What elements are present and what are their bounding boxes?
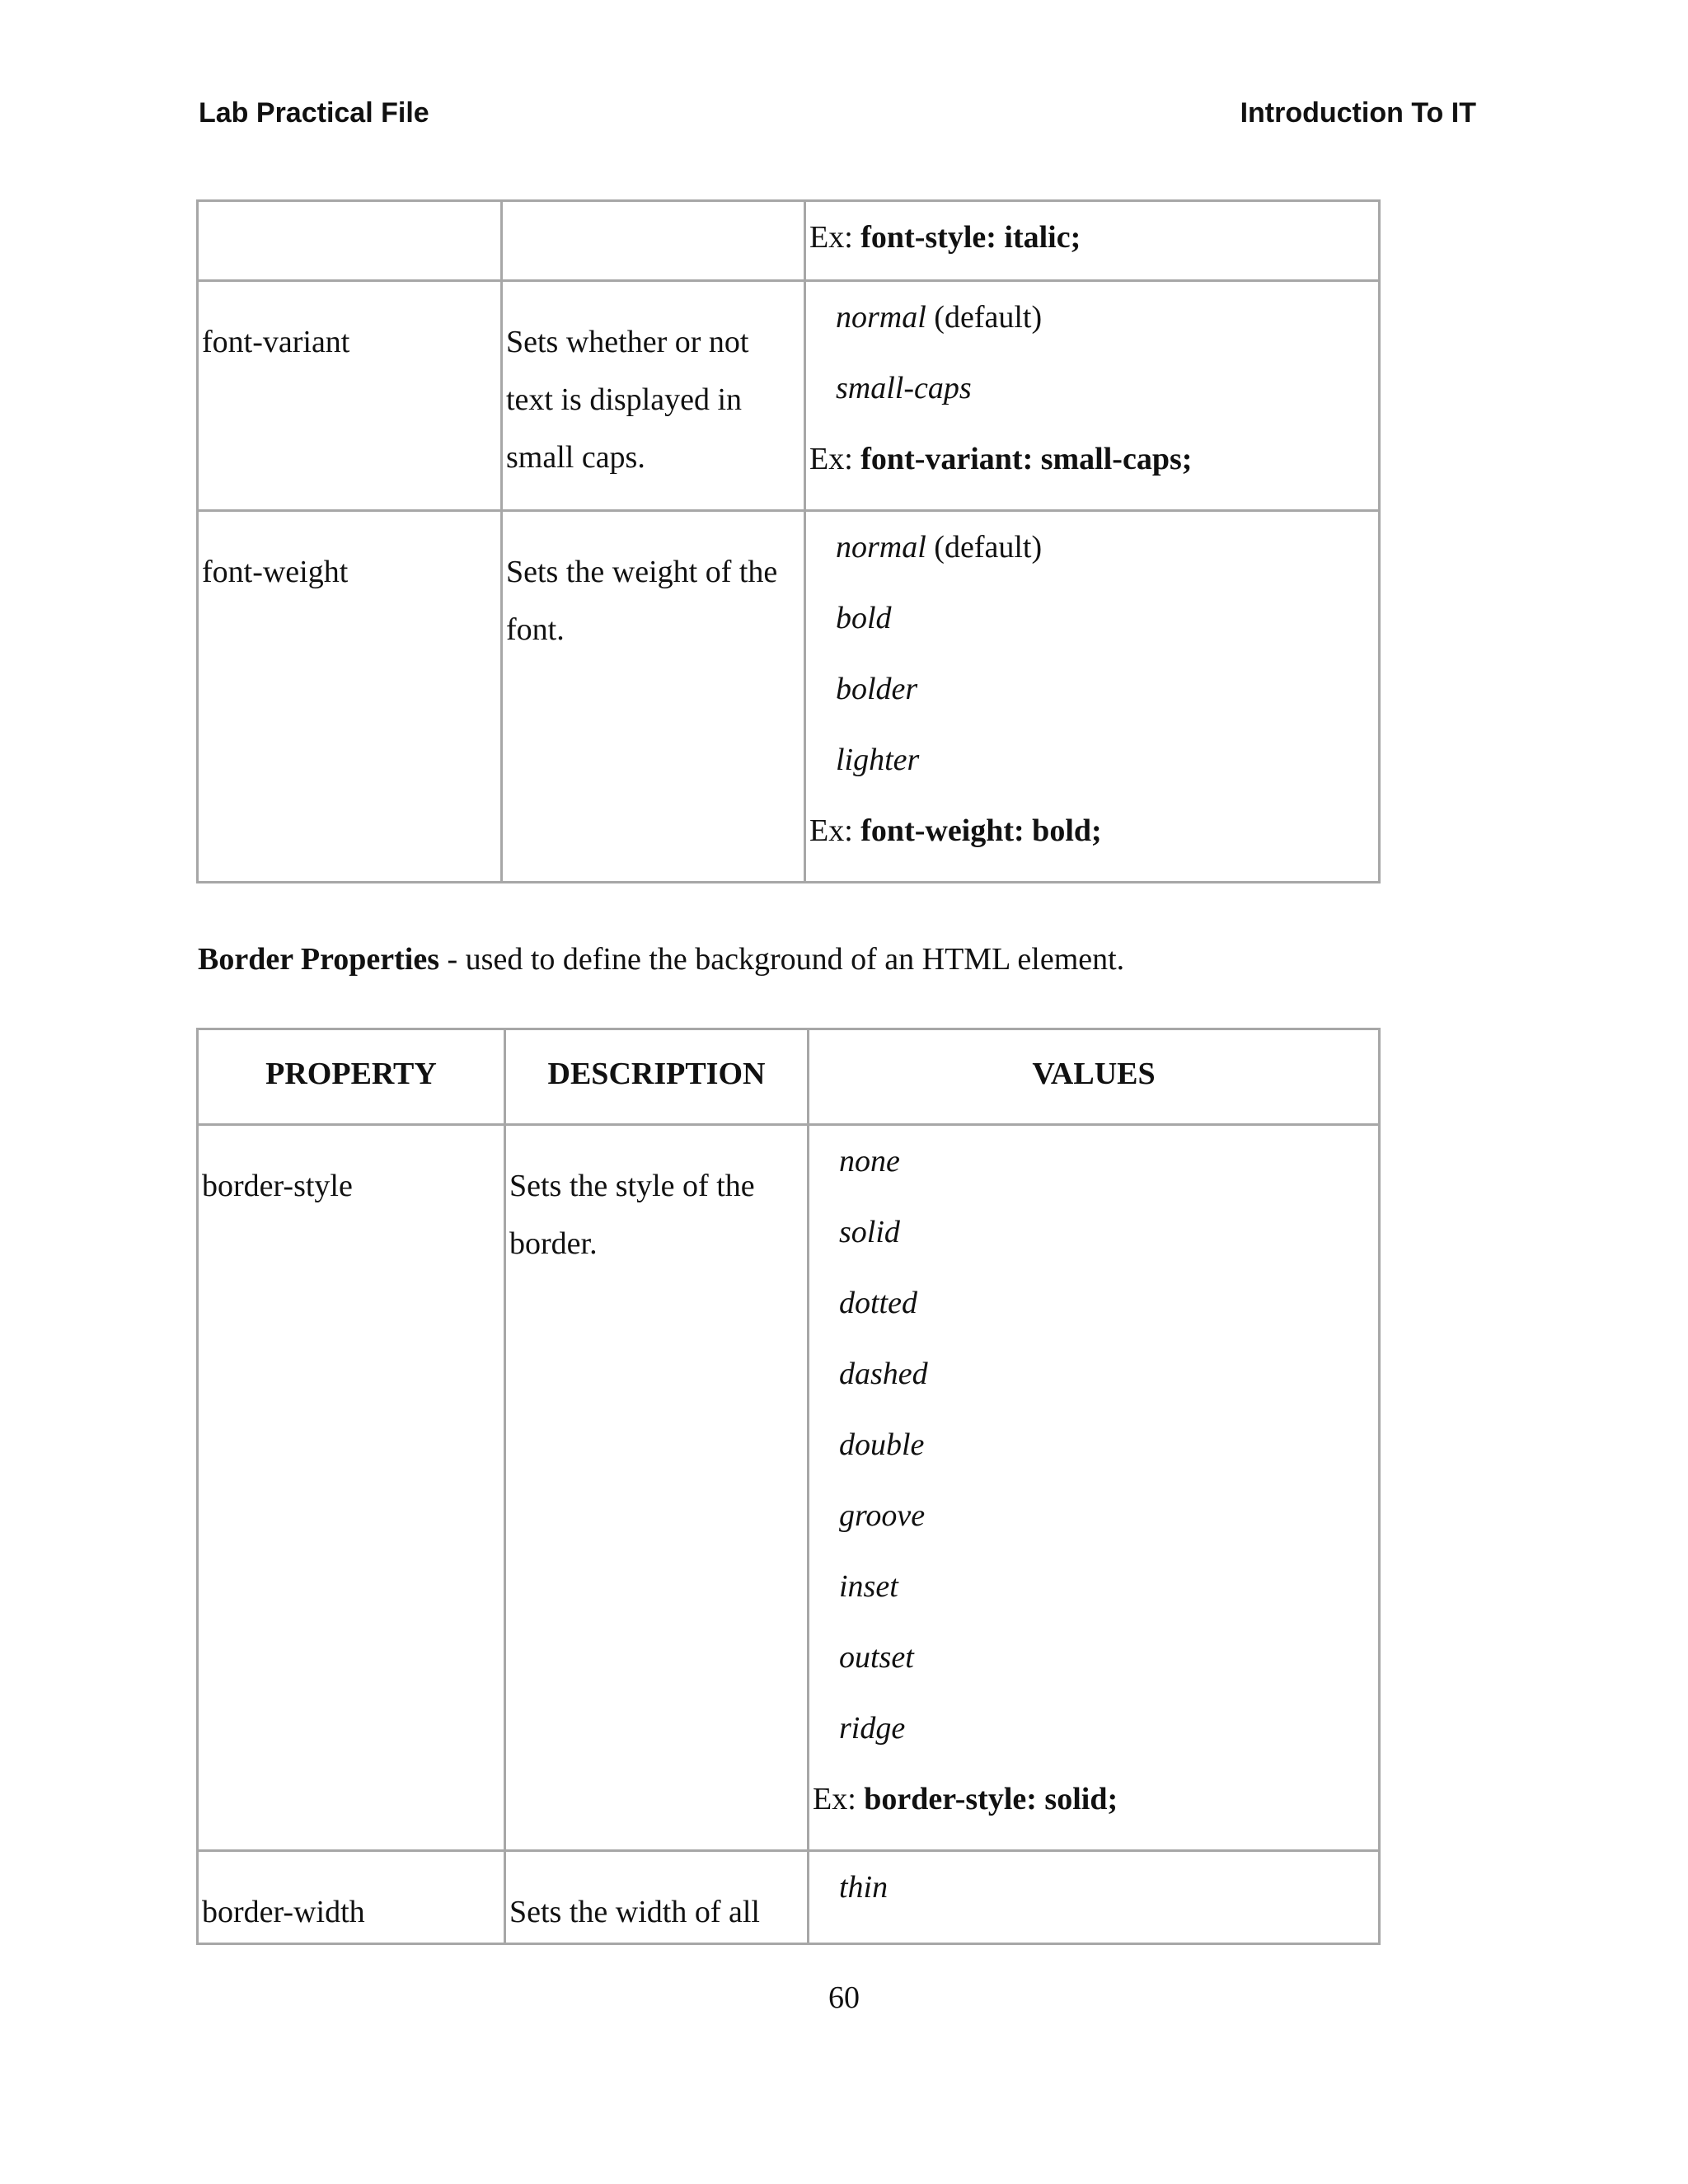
example-code: font-variant: small-caps;	[860, 442, 1193, 476]
table-row	[198, 1851, 1380, 1944]
value-item: outset	[839, 1640, 914, 1675]
property-description: Sets the weight of the font.	[506, 555, 778, 647]
property-description: Sets the style of the border.	[509, 1169, 755, 1261]
example-line: Ex: font-variant: small-caps;	[809, 442, 1193, 476]
property-cell	[198, 511, 502, 883]
values-cell	[805, 511, 1380, 883]
value-item: normal (default)	[836, 300, 1043, 335]
value-item: none	[839, 1144, 900, 1179]
value-item: inset	[839, 1569, 898, 1604]
values-cell	[805, 281, 1380, 511]
property-name: font-variant	[202, 325, 350, 359]
values-cell	[809, 1125, 1380, 1851]
value-item: ridge	[839, 1711, 906, 1746]
header-right: Introduction To IT	[1240, 97, 1476, 129]
value-item: groove	[839, 1498, 926, 1533]
property-description: Sets whether or not text is displayed in small caps.	[506, 325, 749, 475]
description-cell	[502, 281, 805, 511]
description-cell	[502, 201, 805, 281]
section-title: Border Properties	[198, 942, 440, 977]
property-cell	[198, 201, 502, 281]
header-left: Lab Practical File	[199, 97, 429, 129]
property-description: Sets the width of all	[509, 1895, 760, 1929]
example-line: Ex: font-weight: bold;	[809, 813, 1102, 848]
value-item: thin	[839, 1870, 889, 1905]
description-cell	[502, 511, 805, 883]
example-code: border-style: solid;	[864, 1782, 1118, 1816]
section-text: - used to define the background of an HTML element.	[439, 942, 1125, 977]
property-name: border-width	[202, 1895, 365, 1929]
property-cell	[198, 1851, 505, 1944]
value-item: lighter	[836, 743, 920, 777]
column-header-description: DESCRIPTION	[505, 1029, 809, 1125]
description-cell	[505, 1851, 809, 1944]
property-cell	[198, 281, 502, 511]
table-row	[198, 511, 1380, 883]
property-cell	[198, 1125, 505, 1851]
value-item: normal (default)	[836, 530, 1043, 565]
example-line: Ex: font-style: italic;	[809, 220, 1081, 255]
example-code: font-style: italic;	[860, 220, 1081, 255]
font-properties-table	[196, 199, 1381, 883]
value-item: double	[839, 1427, 925, 1462]
border-properties-table	[196, 1028, 1381, 1945]
page-number: 60	[828, 1980, 860, 2015]
value-item: small-caps	[836, 371, 972, 405]
table-row	[198, 201, 1380, 281]
example-line: Ex: border-style: solid;	[813, 1782, 1118, 1816]
value-item: bold	[836, 601, 892, 635]
values-cell	[809, 1851, 1380, 1944]
table-row	[198, 281, 1380, 511]
value-item: solid	[839, 1215, 900, 1249]
property-name: border-style	[202, 1169, 353, 1203]
table-row	[198, 1125, 1380, 1851]
value-item: bolder	[836, 672, 918, 706]
value-item: dotted	[839, 1286, 917, 1320]
value-item: dashed	[839, 1357, 928, 1391]
description-cell	[505, 1125, 809, 1851]
section-heading	[198, 941, 1124, 977]
table-header-row	[198, 1029, 1380, 1125]
example-code: font-weight: bold;	[860, 813, 1102, 848]
column-header-property: PROPERTY	[198, 1029, 505, 1125]
property-name: font-weight	[202, 555, 349, 589]
values-cell	[805, 201, 1380, 281]
column-header-values: VALUES	[809, 1029, 1380, 1125]
